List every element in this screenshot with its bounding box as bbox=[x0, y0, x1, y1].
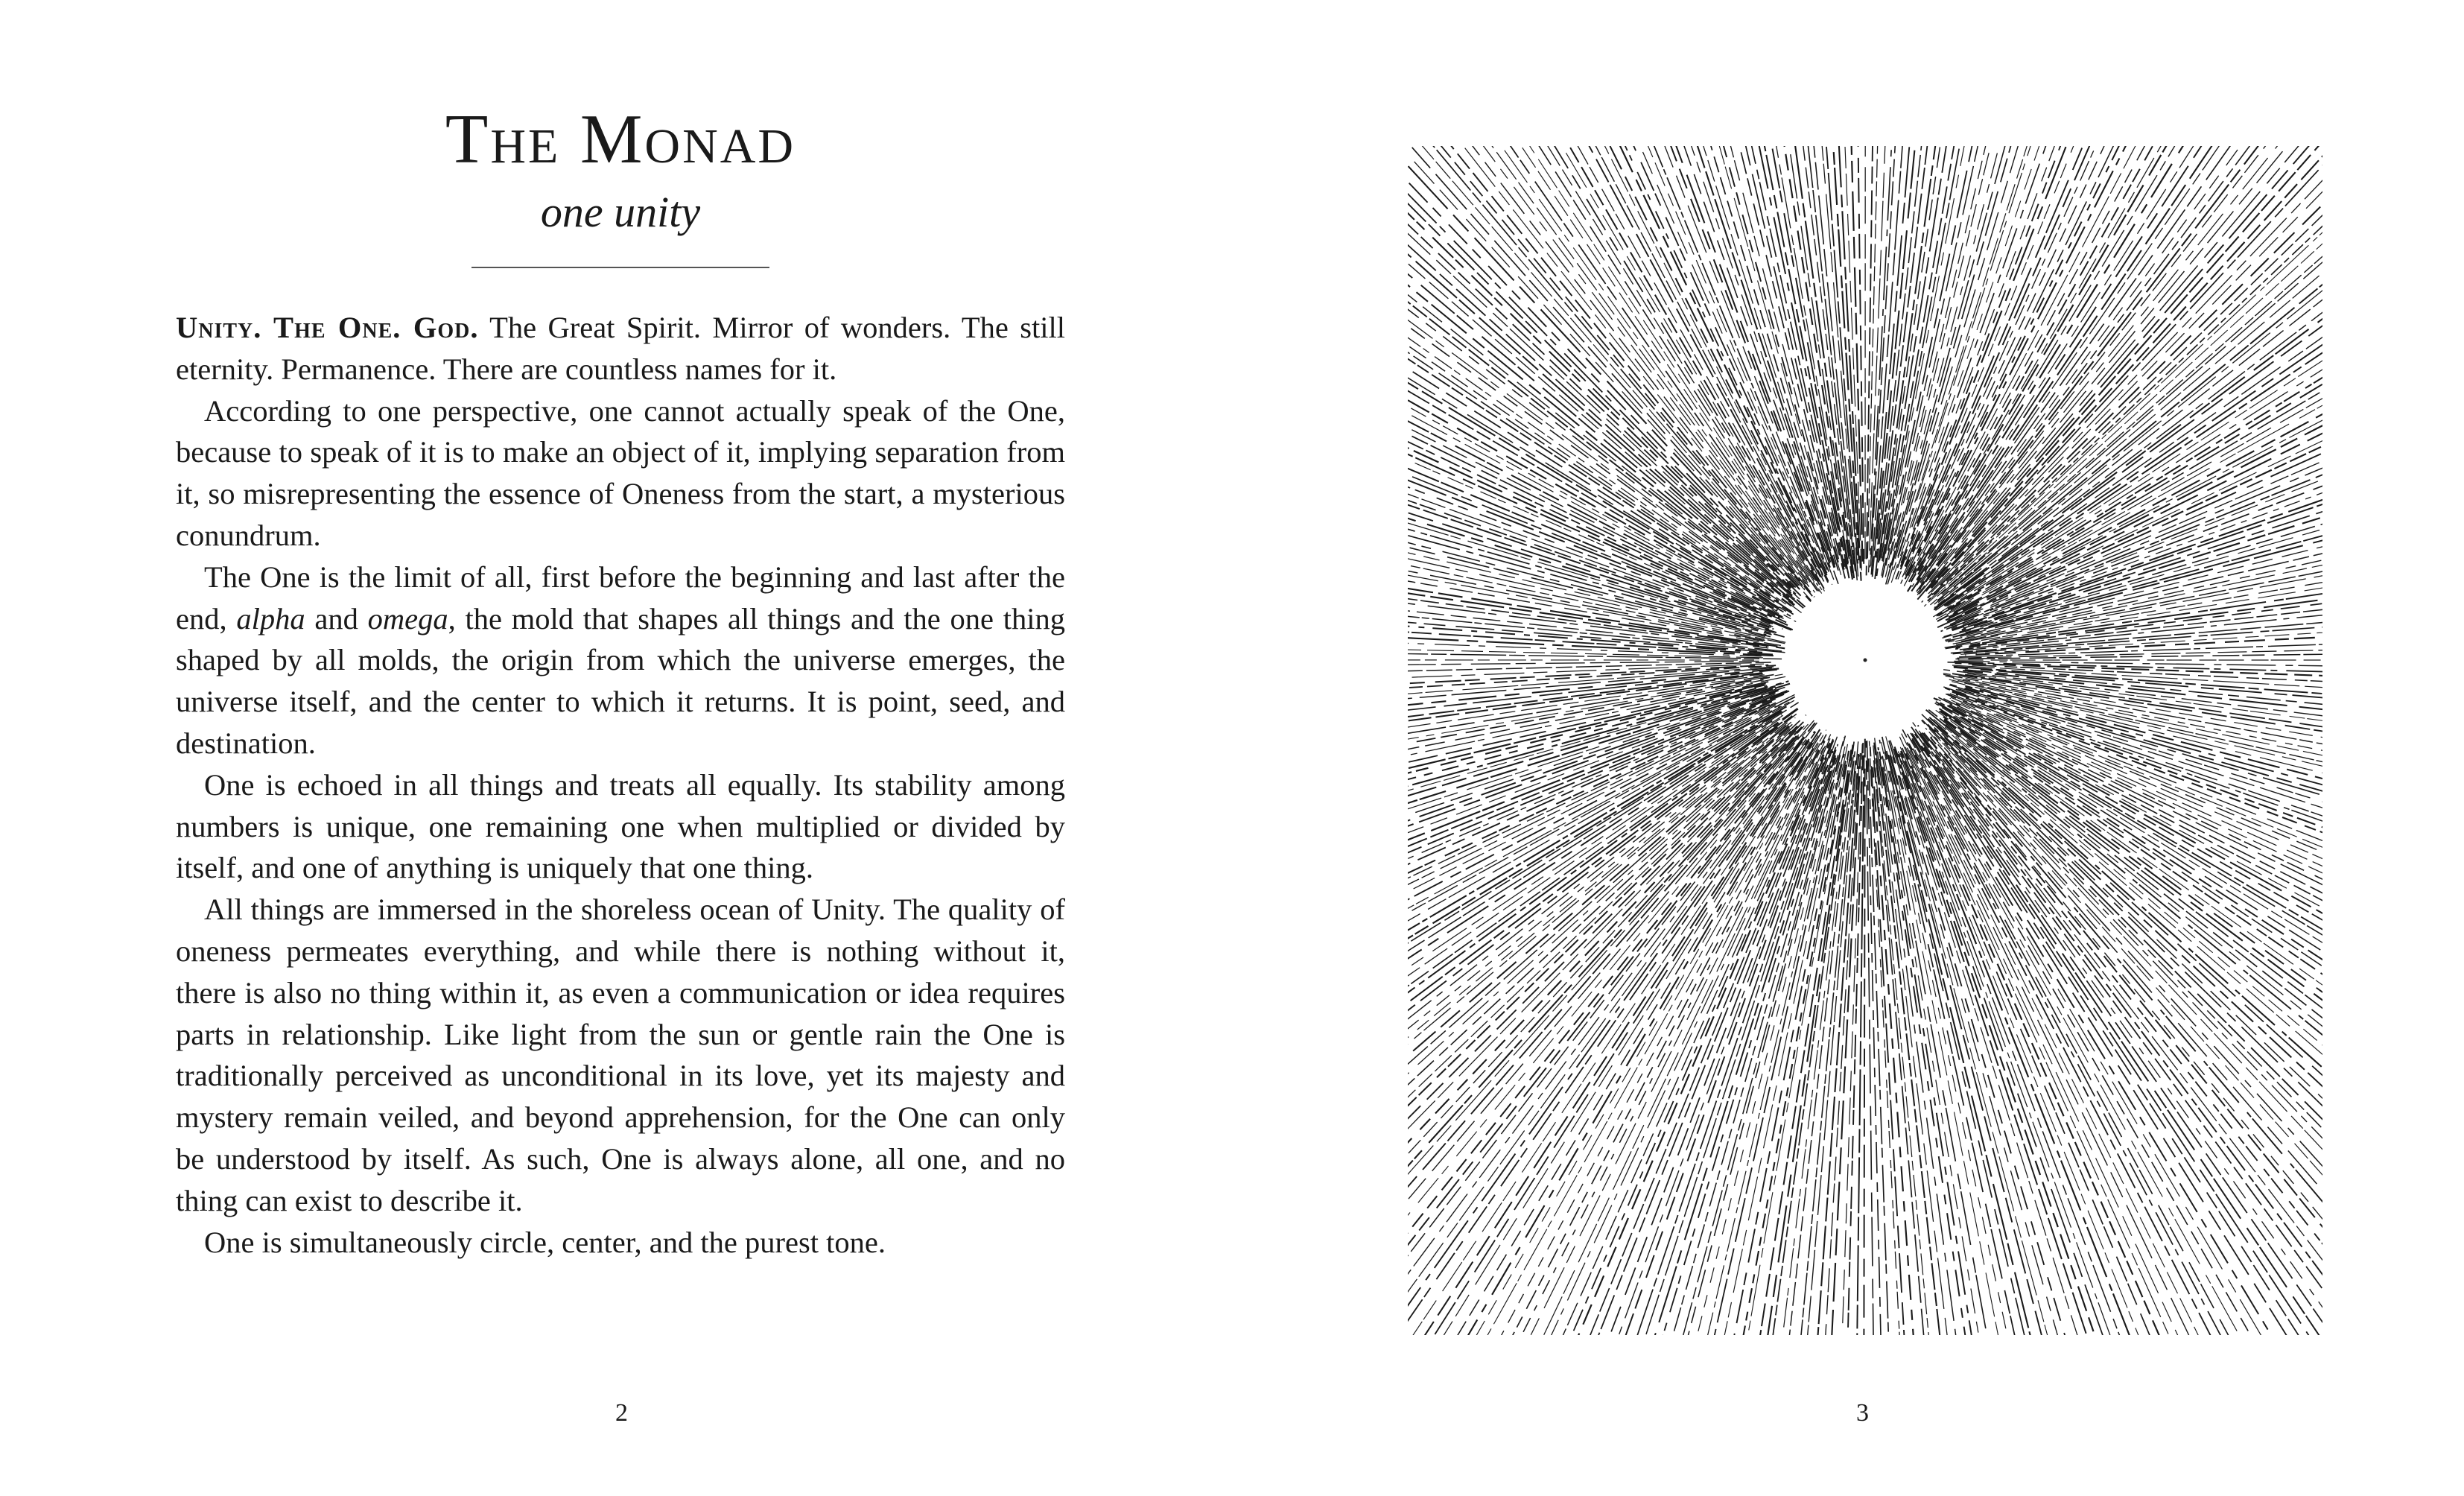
sunburst-ray bbox=[1408, 702, 1789, 1128]
sunburst-ray bbox=[1408, 146, 1793, 612]
sunburst-ray bbox=[1901, 146, 2200, 563]
sunburst-ray bbox=[1878, 747, 2007, 1335]
paragraph-3-text-a: The One is the limit of all, first before the beginning and last after the end, bbox=[176, 560, 1065, 636]
sunburst-ray bbox=[1950, 694, 2322, 1015]
sunburst-illustration bbox=[1408, 146, 2322, 1335]
sunburst-ray bbox=[1408, 286, 1793, 630]
body-text bbox=[176, 307, 1065, 1263]
paragraph-4: One is echoed in all things and treats all equally. Its stability among numbers is unique, one remaining one when multiplied or divided by itself, and one of anything is uniquely that one thing. bbox=[176, 767, 1065, 885]
sunburst-ray bbox=[1912, 738, 2322, 1335]
chapter-subtitle: one unity bbox=[540, 188, 701, 236]
sunburst-ray bbox=[1408, 146, 1822, 590]
sunburst-ray bbox=[1922, 746, 2323, 1335]
sunburst-ray bbox=[1949, 714, 2322, 1180]
sunburst-ray bbox=[1926, 710, 2322, 1274]
sunburst-ray bbox=[1408, 146, 1814, 597]
paragraph-5: All things are immersed in the shoreless ocean of Unity. The quality of oneness permeates everything, and while there is nothing without it, there is also no thing within it, as even a communication or idea requires parts in relationship. Like light from the sun or gentle rain the One is traditionally perceived as unconditional in its love, yet its majesty and mystery remain veiled, and beyond apprehension, for the One can only be understood by itself. As such, One is always alone, all one, and no thing can exist to describe it. bbox=[176, 893, 1065, 1217]
paragraph-3-text-c: , the mold that shapes all things and the one thing shaped by all molds, the origin from which the universe emerges, the universe itself, and the center to which it returns. It is point, seed, and destination. bbox=[176, 601, 1065, 760]
sunburst-ray bbox=[1408, 685, 1767, 904]
alpha-italic: alpha bbox=[236, 601, 305, 636]
page-number-left: 2 bbox=[615, 1399, 628, 1427]
sunburst-ray bbox=[1408, 668, 1779, 754]
sunburst-ray bbox=[1911, 727, 2322, 1335]
sunburst-ray bbox=[1946, 521, 2322, 648]
chapter-heading bbox=[176, 101, 1065, 268]
sunburst-ray bbox=[1922, 720, 2322, 1335]
sunburst-ray bbox=[1408, 146, 1794, 605]
paragraph-3-text-b: and bbox=[305, 601, 368, 636]
sunburst-ray bbox=[1966, 688, 2322, 915]
sunburst-ray bbox=[1408, 742, 1810, 1335]
sunburst-ray bbox=[1937, 146, 2322, 600]
sunburst-ray bbox=[1408, 729, 1790, 1310]
omega-italic: omega bbox=[367, 601, 448, 636]
chapter-title: The Monad bbox=[445, 101, 796, 178]
sunburst-ray bbox=[1938, 146, 2322, 603]
sunburst-ray bbox=[1479, 744, 1829, 1335]
sunburst-ray bbox=[1408, 731, 1797, 1335]
sunburst-ray bbox=[1408, 146, 1801, 596]
sunburst-ray bbox=[1872, 146, 1948, 580]
sunburst-ray bbox=[1901, 146, 2274, 584]
heading-divider bbox=[471, 267, 769, 268]
rays-group bbox=[1408, 146, 2322, 1335]
center-point bbox=[1864, 659, 1867, 662]
paragraph-1 bbox=[176, 307, 1065, 390]
sunburst-ray bbox=[1408, 349, 1774, 629]
sunburst-ray bbox=[1408, 715, 1806, 1319]
sunburst-ray bbox=[1947, 146, 2322, 606]
radiating-sunburst-icon bbox=[1408, 146, 2322, 1335]
page-number-right: 3 bbox=[1856, 1399, 1869, 1427]
sunburst-ray bbox=[1935, 146, 2323, 607]
paragraph-1-text: The Great Spirit. Mirror of wonders. The still eternity. Permanence. There are countless names for it. bbox=[176, 311, 1066, 386]
sunburst-ray bbox=[1903, 146, 2316, 588]
sunburst-ray bbox=[1936, 699, 2322, 1121]
paragraph-6: One is simultaneously circle, center, and the purest tone. bbox=[204, 1225, 886, 1259]
sunburst-ray bbox=[1902, 734, 2294, 1335]
sunburst-ray bbox=[1841, 743, 1864, 1335]
paragraph-2: According to one perspective, one cannot actually speak of the One, because to speak of it is to make an object of it, implying separation from it, so misrepresenting the essence of Oneness from the start, a mysterious conundrum. bbox=[176, 393, 1065, 552]
sunburst-ray bbox=[1886, 146, 2073, 565]
paragraph-3 bbox=[176, 557, 1065, 764]
sunburst-ray bbox=[1906, 146, 2287, 576]
lead-in-smallcaps: Unity. The One. God. bbox=[176, 311, 479, 344]
sunburst-ray bbox=[1654, 754, 1844, 1335]
